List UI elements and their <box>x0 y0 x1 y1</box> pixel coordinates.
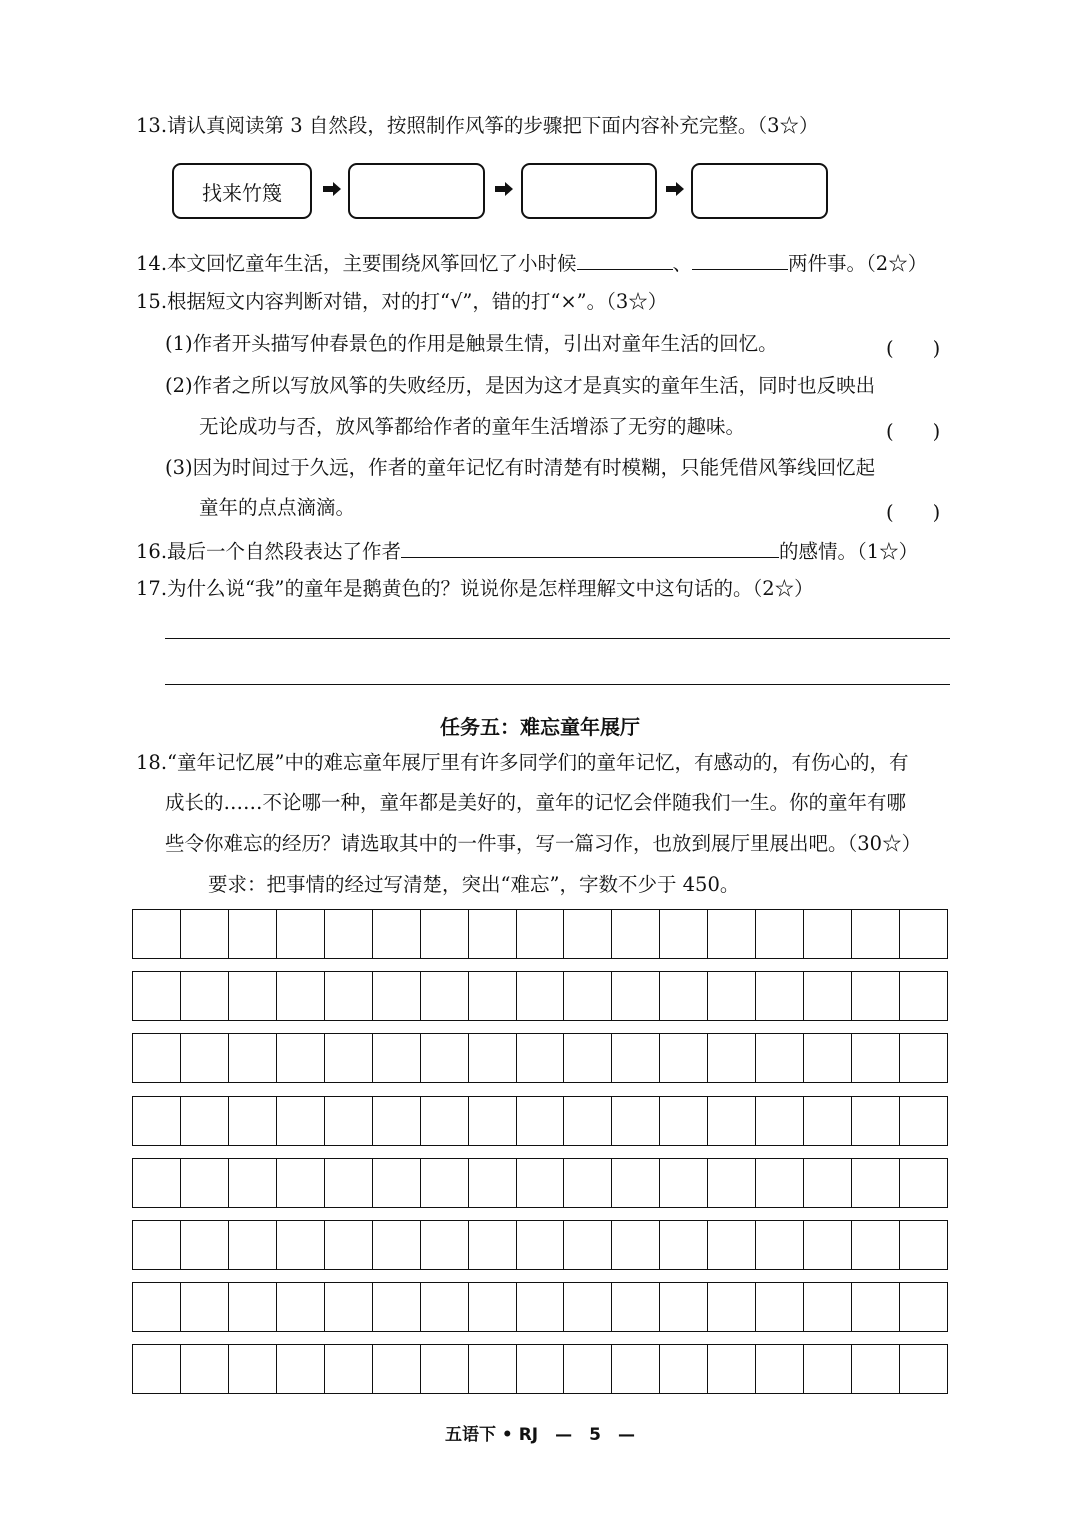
grid-cell[interactable] <box>325 1283 373 1331</box>
grid-cell[interactable] <box>900 972 947 1020</box>
grid-cell[interactable] <box>852 910 900 958</box>
grid-cell[interactable] <box>469 1034 517 1082</box>
grid-row <box>132 1158 948 1208</box>
grid-cell[interactable] <box>756 1034 804 1082</box>
grid-cell[interactable] <box>612 910 660 958</box>
q15-text: 15.根据短文内容判断对错，对的打“√”，错的打“×”。（3☆） <box>136 290 668 313</box>
grid-cell[interactable] <box>325 910 373 958</box>
grid-cell[interactable] <box>229 1159 277 1207</box>
grid-cell[interactable] <box>277 1097 325 1145</box>
grid-cell[interactable] <box>517 1345 565 1393</box>
grid-cell[interactable] <box>517 1221 565 1269</box>
step-box-1-label: 找来竹篾 <box>202 180 282 205</box>
grid-cell[interactable] <box>421 972 469 1020</box>
grid-cell[interactable] <box>469 910 517 958</box>
step-box-3[interactable] <box>521 163 657 219</box>
step-box-1 <box>172 163 312 219</box>
q15-answer-2[interactable]: ( ) <box>886 420 941 443</box>
q14-suffix: 两件事。（2☆） <box>788 252 928 275</box>
grid-cell[interactable] <box>756 1097 804 1145</box>
grid-cell[interactable] <box>852 1034 900 1082</box>
q18-line-1: 18.“童年记忆展”中的难忘童年展厅里有许多同学们的童年记忆，有感动的，有伤心的，有 <box>136 751 909 774</box>
grid-cell[interactable] <box>181 1283 229 1331</box>
grid-cell[interactable] <box>708 1034 756 1082</box>
grid-cell[interactable] <box>325 1097 373 1145</box>
grid-cell[interactable] <box>660 1221 708 1269</box>
grid-cell[interactable] <box>181 910 229 958</box>
grid-cell[interactable] <box>373 1345 421 1393</box>
grid-cell[interactable] <box>181 1034 229 1082</box>
grid-cell[interactable] <box>421 1097 469 1145</box>
grid-cell[interactable] <box>133 1159 181 1207</box>
grid-cell[interactable] <box>229 910 277 958</box>
grid-cell[interactable] <box>277 1159 325 1207</box>
grid-cell[interactable] <box>277 1034 325 1082</box>
writing-grid[interactable] <box>132 909 948 1394</box>
grid-cell[interactable] <box>852 1345 900 1393</box>
q16-suffix: 的感情。（1☆） <box>779 540 919 563</box>
grid-cell[interactable] <box>852 1159 900 1207</box>
q13-text: 13.请认真阅读第 3 自然段，按照制作风筝的步骤把下面内容补充完整。（3☆） <box>136 114 819 137</box>
grid-cell[interactable] <box>181 1221 229 1269</box>
grid-cell[interactable] <box>852 1221 900 1269</box>
grid-cell[interactable] <box>756 1345 804 1393</box>
q17-text: 17.为什么说“我”的童年是鹅黄色的？说说你是怎样理解文中这句话的。（2☆） <box>136 577 814 600</box>
grid-cell[interactable] <box>612 1345 660 1393</box>
grid-cell[interactable] <box>325 1159 373 1207</box>
grid-cell[interactable] <box>421 1283 469 1331</box>
grid-cell[interactable] <box>469 1097 517 1145</box>
grid-cell[interactable] <box>660 1159 708 1207</box>
grid-cell[interactable] <box>804 1034 852 1082</box>
grid-cell[interactable] <box>708 1159 756 1207</box>
grid-cell[interactable] <box>133 972 181 1020</box>
grid-cell[interactable] <box>612 972 660 1020</box>
grid-cell[interactable] <box>852 1283 900 1331</box>
q15-item-1: (1)作者开头描写仲春景色的作用是触景生情，引出对童年生活的回忆。 <box>165 332 778 355</box>
grid-cell[interactable] <box>612 1034 660 1082</box>
grid-cell[interactable] <box>900 1345 947 1393</box>
grid-cell[interactable] <box>325 972 373 1020</box>
grid-cell[interactable] <box>277 1221 325 1269</box>
right-arrow-icon <box>665 179 685 199</box>
grid-cell[interactable] <box>900 1159 947 1207</box>
q17-answer-line-1[interactable] <box>165 638 950 639</box>
grid-cell[interactable] <box>756 1283 804 1331</box>
grid-row <box>132 1282 948 1332</box>
grid-cell[interactable] <box>181 1159 229 1207</box>
grid-cell[interactable] <box>229 1221 277 1269</box>
grid-cell[interactable] <box>564 1221 612 1269</box>
grid-cell[interactable] <box>756 1221 804 1269</box>
grid-cell[interactable] <box>852 972 900 1020</box>
grid-cell[interactable] <box>708 1345 756 1393</box>
grid-cell[interactable] <box>756 910 804 958</box>
q14-blank-2[interactable] <box>692 251 788 270</box>
grid-cell[interactable] <box>660 972 708 1020</box>
grid-cell[interactable] <box>133 1097 181 1145</box>
grid-cell[interactable] <box>564 972 612 1020</box>
grid-cell[interactable] <box>277 1345 325 1393</box>
page-footer: 五语下 • RJ — 5 — <box>445 1425 635 1445</box>
grid-cell[interactable] <box>660 1345 708 1393</box>
grid-cell[interactable] <box>133 1345 181 1393</box>
q14-prefix: 14.本文回忆童年生活，主要围绕风筝回忆了小时候 <box>136 252 577 275</box>
grid-cell[interactable] <box>277 910 325 958</box>
grid-cell[interactable] <box>564 1283 612 1331</box>
grid-cell[interactable] <box>229 972 277 1020</box>
grid-cell[interactable] <box>564 1034 612 1082</box>
grid-cell[interactable] <box>373 1034 421 1082</box>
right-arrow-icon <box>494 179 514 199</box>
q15-answer-3[interactable]: ( ) <box>886 501 941 524</box>
grid-cell[interactable] <box>612 1159 660 1207</box>
grid-cell[interactable] <box>756 1159 804 1207</box>
q18-line-3: 些令你难忘的经历？请选取其中的一件事，写一篇习作，也放到展厅里展出吧。（30☆） <box>165 832 922 855</box>
grid-cell[interactable] <box>564 1097 612 1145</box>
grid-cell[interactable] <box>133 1283 181 1331</box>
grid-cell[interactable] <box>421 1345 469 1393</box>
grid-cell[interactable] <box>421 1159 469 1207</box>
grid-cell[interactable] <box>900 1034 947 1082</box>
q18-requirement: 要求：把事情的经过写清楚，突出“难忘”，字数不少于 450。 <box>208 873 740 896</box>
q18-line-2: 成长的……不论哪一种，童年都是美好的，童年的记忆会伴随我们一生。你的童年有哪 <box>165 791 907 814</box>
grid-cell[interactable] <box>469 1159 517 1207</box>
grid-cell[interactable] <box>900 910 947 958</box>
grid-cell[interactable] <box>517 1159 565 1207</box>
q16-blank[interactable] <box>401 539 779 558</box>
grid-cell[interactable] <box>900 1097 947 1145</box>
grid-cell[interactable] <box>660 1034 708 1082</box>
grid-cell[interactable] <box>804 1283 852 1331</box>
grid-cell[interactable] <box>373 910 421 958</box>
grid-row <box>132 1344 948 1394</box>
grid-cell[interactable] <box>181 972 229 1020</box>
grid-cell[interactable] <box>421 1034 469 1082</box>
grid-cell[interactable] <box>373 1221 421 1269</box>
q17-answer-line-2[interactable] <box>165 684 950 685</box>
step-box-4[interactable] <box>691 163 828 219</box>
grid-cell[interactable] <box>469 1221 517 1269</box>
grid-cell[interactable] <box>277 972 325 1020</box>
q15-item-2-line-1: (2)作者之所以写放风筝的失败经历，是因为这才是真实的童年生活，同时也反映出 <box>165 374 876 397</box>
q16-question <box>136 539 918 562</box>
grid-cell[interactable] <box>373 1159 421 1207</box>
grid-cell[interactable] <box>469 972 517 1020</box>
grid-cell[interactable] <box>564 1159 612 1207</box>
grid-cell[interactable] <box>373 1097 421 1145</box>
grid-cell[interactable] <box>900 1221 947 1269</box>
grid-cell[interactable] <box>133 910 181 958</box>
q15-answer-1[interactable]: ( ) <box>886 337 941 360</box>
grid-cell[interactable] <box>325 1221 373 1269</box>
grid-cell[interactable] <box>133 1034 181 1082</box>
grid-cell[interactable] <box>325 1034 373 1082</box>
grid-cell[interactable] <box>229 1345 277 1393</box>
grid-cell[interactable] <box>517 910 565 958</box>
grid-cell[interactable] <box>612 1221 660 1269</box>
grid-cell[interactable] <box>708 972 756 1020</box>
grid-cell[interactable] <box>708 1283 756 1331</box>
grid-cell[interactable] <box>900 1283 947 1331</box>
q14-question <box>136 251 927 274</box>
grid-cell[interactable] <box>229 1283 277 1331</box>
grid-cell[interactable] <box>612 1097 660 1145</box>
grid-cell[interactable] <box>564 910 612 958</box>
grid-cell[interactable] <box>708 1221 756 1269</box>
grid-cell[interactable] <box>804 910 852 958</box>
grid-row <box>132 1096 948 1146</box>
grid-cell[interactable] <box>660 910 708 958</box>
section-title: 任务五：难忘童年展厅 <box>440 715 640 739</box>
grid-cell[interactable] <box>804 972 852 1020</box>
grid-cell[interactable] <box>373 1283 421 1331</box>
grid-cell[interactable] <box>612 1283 660 1331</box>
grid-cell[interactable] <box>660 1097 708 1145</box>
grid-cell[interactable] <box>181 1097 229 1145</box>
right-arrow-icon <box>322 179 342 199</box>
q14-separator: 、 <box>672 252 693 275</box>
grid-cell[interactable] <box>804 1159 852 1207</box>
grid-cell[interactable] <box>469 1283 517 1331</box>
grid-cell[interactable] <box>756 972 804 1020</box>
grid-cell[interactable] <box>804 1221 852 1269</box>
grid-cell[interactable] <box>133 1221 181 1269</box>
grid-row <box>132 909 948 959</box>
q14-blank-1[interactable] <box>577 251 673 270</box>
q15-item-2-line-2: 无论成功与否，放风筝都给作者的童年生活增添了无穷的趣味。 <box>199 415 746 438</box>
grid-cell[interactable] <box>852 1097 900 1145</box>
grid-cell[interactable] <box>229 1034 277 1082</box>
grid-cell[interactable] <box>804 1345 852 1393</box>
grid-cell[interactable] <box>804 1097 852 1145</box>
grid-cell[interactable] <box>564 1345 612 1393</box>
q15-item-3-line-1: (3)因为时间过于久远，作者的童年记忆有时清楚有时模糊，只能凭借风筝线回忆起 <box>165 456 876 479</box>
q15-item-3-line-2: 童年的点点滴滴。 <box>199 496 356 519</box>
grid-cell[interactable] <box>517 1034 565 1082</box>
grid-cell[interactable] <box>517 1283 565 1331</box>
grid-cell[interactable] <box>373 972 421 1020</box>
grid-cell[interactable] <box>517 972 565 1020</box>
grid-cell[interactable] <box>277 1283 325 1331</box>
grid-cell[interactable] <box>181 1345 229 1393</box>
grid-cell[interactable] <box>421 1221 469 1269</box>
grid-row <box>132 971 948 1021</box>
grid-cell[interactable] <box>421 910 469 958</box>
grid-row <box>132 1033 948 1083</box>
grid-cell[interactable] <box>325 1345 373 1393</box>
grid-row <box>132 1220 948 1270</box>
grid-cell[interactable] <box>517 1097 565 1145</box>
q16-prefix: 16.最后一个自然段表达了作者 <box>136 540 402 563</box>
step-box-2[interactable] <box>348 163 485 219</box>
grid-cell[interactable] <box>229 1097 277 1145</box>
grid-cell[interactable] <box>708 910 756 958</box>
grid-cell[interactable] <box>469 1345 517 1393</box>
grid-cell[interactable] <box>660 1283 708 1331</box>
grid-cell[interactable] <box>708 1097 756 1145</box>
